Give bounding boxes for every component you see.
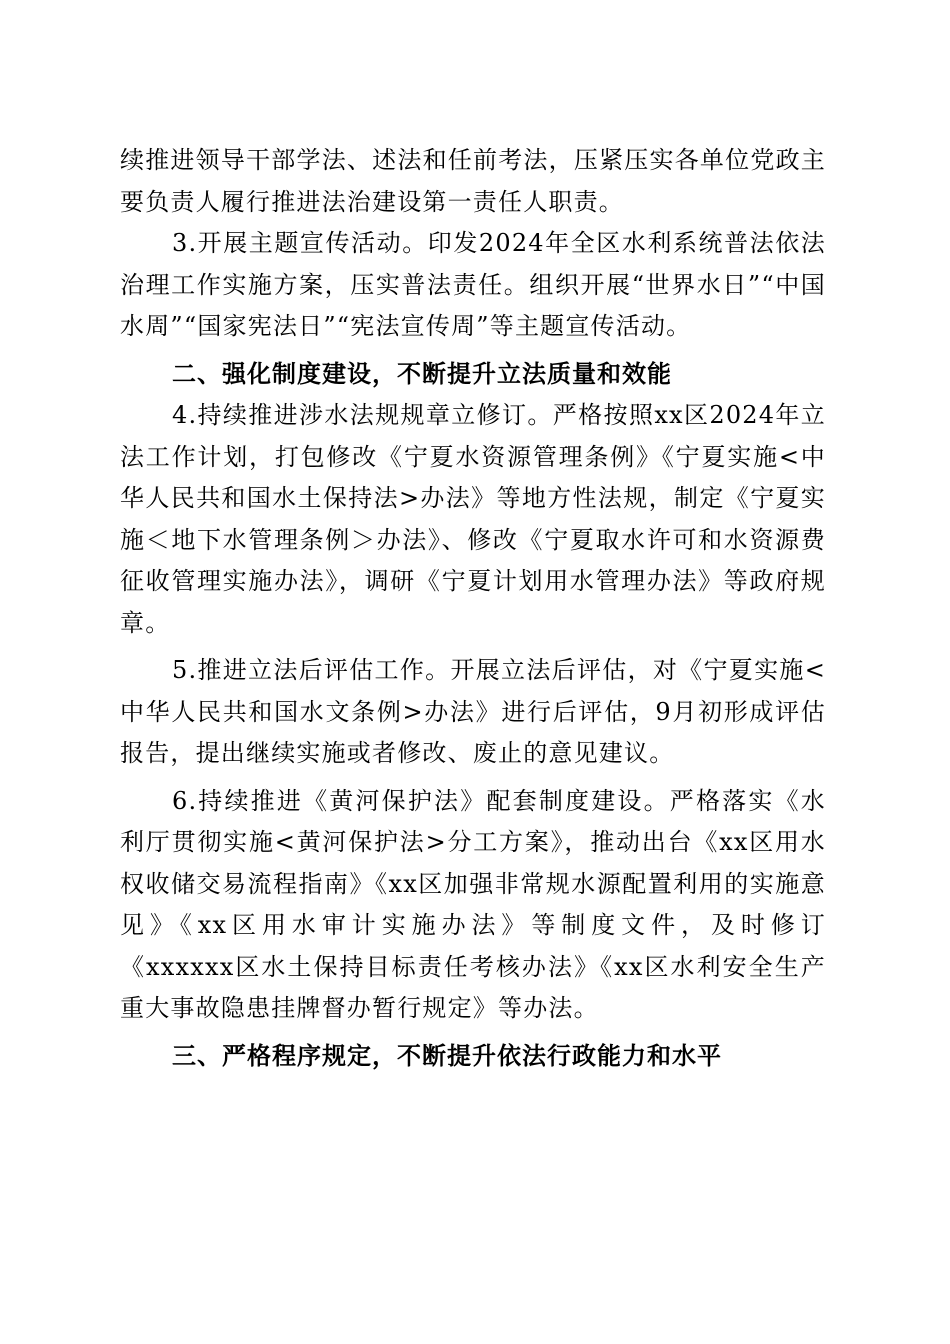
section-heading-2: 二、强化制度建设，不断提升立法质量和效能 (172, 359, 672, 388)
paragraph-item-6: 6.持续推进《黄河保护法》配套制度建设。严格落实《水利厅贯彻实施<黄河保护法>分工方案》，推动出台《xx区用水权收储交易流程指南》《xx区加强非常规水源配置利用的实施意见》《xx区用水审计实施办法》等制度文件，及时修订《xxxxxx区水土保持目标责任考核办法》《xx区水利安全生产重大事故隐患挂牌督办暂行规定》等办法。 (120, 786, 826, 1022)
document-body (120, 140, 826, 1077)
paragraph-item-5: 5.推进立法后评估工作。开展立法后评估，对《宁夏实施<中华人民共和国水文条例>办法》进行后评估，9月初形成评估报告，提出继续实施或者修改、废止的意见建议。 (120, 656, 826, 767)
paragraph-item-4: 4.持续推进涉水法规规章立修订。严格按照xx区2024年立法工作计划，打包修改《宁夏水资源管理条例》《宁夏实施<中华人民共和国水土保持法>办法》等地方性法规，制定《宁夏实施＜地下水管理条例＞办法》、修改《宁夏取水许可和水资源费征收管理实施办法》，调研《宁夏计划用水管理办法》等政府规章。 (120, 401, 826, 637)
paragraph-item-3: 3.开展主题宣传活动。印发2024年全区水利系统普法依法治理工作实施方案，压实普法责任。组织开展“世界水日”“中国水周”“国家宪法日”“宪法宣传周”等主题宣传活动。 (120, 229, 826, 340)
section-heading-3: 三、严格程序规定，不断提升依法行政能力和水平 (172, 1041, 722, 1070)
paragraph-continuation: 续推进领导干部学法、述法和任前考法，压紧压实各单位党政主要负责人履行推进法治建设第一责任人职责。 (120, 146, 826, 216)
